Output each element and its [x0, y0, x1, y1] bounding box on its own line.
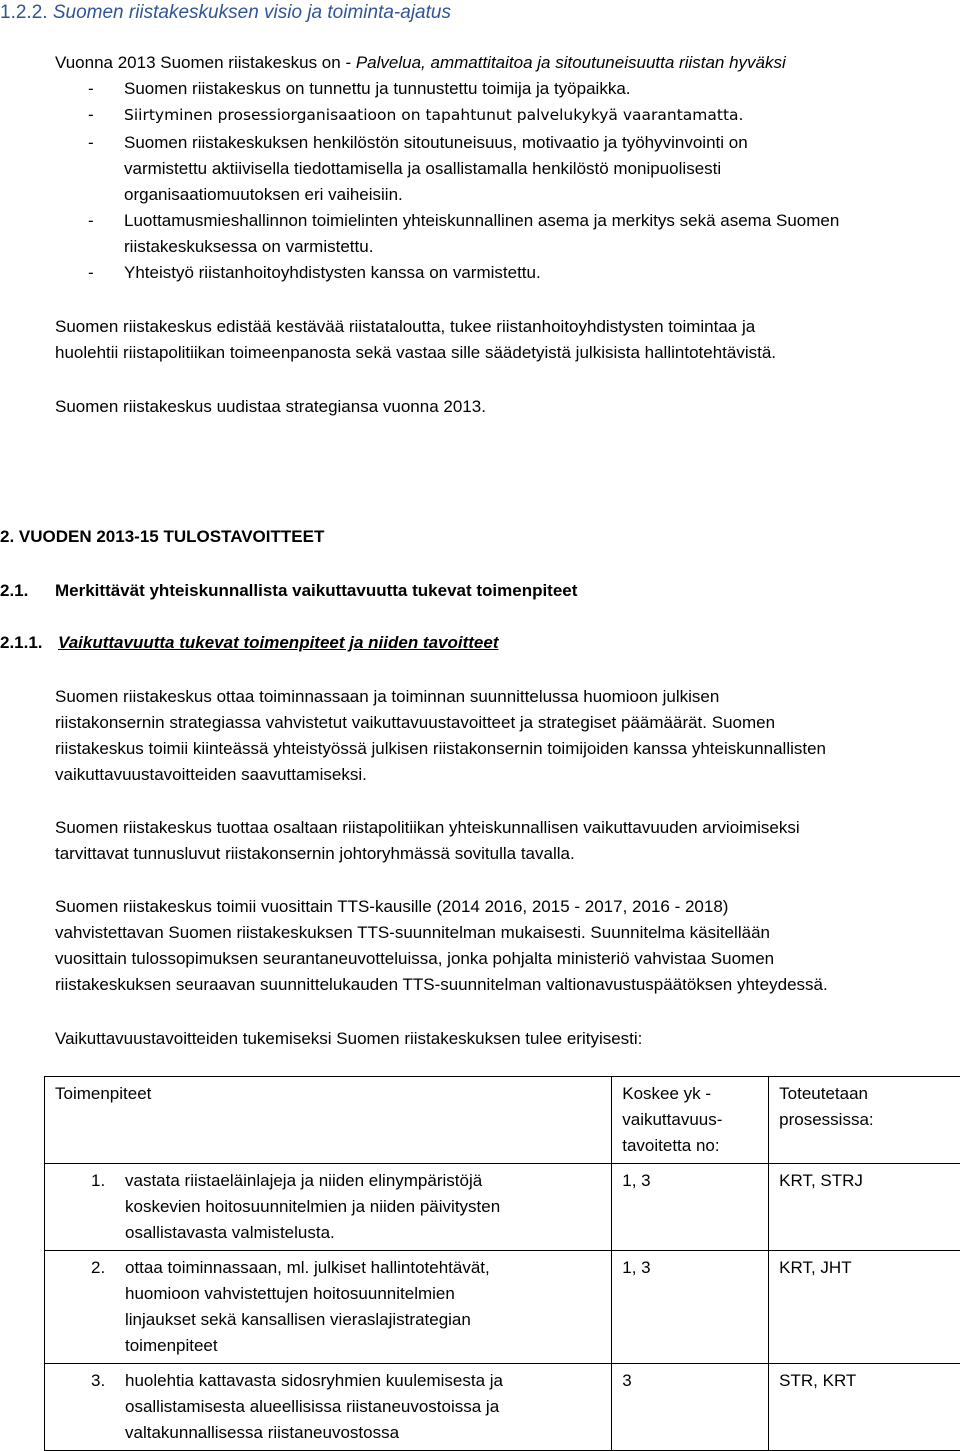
bullet-dash: - — [88, 102, 94, 128]
bullet-dash: - — [88, 130, 94, 156]
bullet-text: riistakeskuksessa on varmistettu. — [124, 234, 373, 260]
table-header-row — [45, 1077, 960, 1164]
table-cell-process: KRT, STRJ — [769, 1164, 960, 1251]
item-line: koskevien hoitosuunnitelmien ja niiden päivitysten — [125, 1194, 500, 1220]
bullet-dash: - — [88, 76, 94, 102]
paragraph-line: tarvittavat tunnusluvut riistakonsernin johtoryhmässä sovitulla tavalla. — [55, 841, 575, 867]
table-cell-goals: 3 — [612, 1364, 769, 1451]
item-line: osallistamisesta alueellisissa riistaneuvostoissa ja — [125, 1394, 503, 1420]
header-process-line: Toteutetaan — [779, 1081, 950, 1107]
table-header-cell — [612, 1077, 769, 1164]
paragraph-strategy: Suomen riistakeskus uudistaa strategiansa vuonna 2013. — [55, 394, 486, 420]
item-line: osallistavasta valmistelusta. — [125, 1220, 500, 1246]
table-row — [45, 1251, 960, 1364]
item-number: 1. — [55, 1168, 125, 1246]
item-line: huolehtia kattavasta sidosryhmien kuulemisesta ja — [125, 1368, 503, 1394]
paragraph-line: vaikuttavuustavoitteiden saavuttamiseksi. — [55, 762, 367, 788]
section-heading-1-2-2 — [0, 0, 451, 26]
bullet-text: Suomen riistakeskus on tunnettu ja tunnustettu toimija ja työpaikka. — [124, 76, 631, 102]
table-header-cell — [769, 1077, 960, 1164]
bullet-text: organisaatiomuutoksen eri vaiheisiin. — [124, 182, 403, 208]
item-number: 2. — [55, 1255, 125, 1359]
item-line: linjaukset sekä kansallisen vieraslajistrategian — [125, 1307, 490, 1333]
section-heading-2-1-1 — [0, 630, 499, 656]
bullet-text: Suomen riistakeskuksen henkilöstön sitoutuneisuus, motivaatio ja työhyvinvointi on — [124, 130, 748, 156]
table-cell-goals: 1, 3 — [612, 1164, 769, 1251]
header-goal-line: tavoitetta no: — [622, 1133, 758, 1159]
paragraph-line: Suomen riistakeskus edistää kestävää riistataloutta, tukee riistanhoitoyhdistysten toimintaa ja — [55, 314, 755, 340]
bullet-dash: - — [88, 260, 94, 286]
section-title: Merkittävät yhteiskunnallista vaikuttavuutta tukevat toimenpiteet — [55, 581, 577, 600]
section-title: Vaikuttavuutta tukevat toimenpiteet ja niiden tavoitteet — [58, 633, 499, 652]
paragraph-line: Suomen riistakeskus tuottaa osaltaan riistapolitiikan yhteiskunnallisen vaikuttavuuden arvioimiseksi — [55, 815, 800, 841]
paragraph-line: Suomen riistakeskus ottaa toiminnassaan ja toiminnan suunnittelussa huomioon julkisen — [55, 684, 719, 710]
table-header-cell — [45, 1077, 612, 1164]
section-title: Suomen riistakeskuksen visio ja toiminta-ajatus — [53, 2, 451, 23]
paragraph-line: riistakeskus toimii kiinteässä yhteistyössä julkisen riistakonsernin toimijoiden kanssa yhteiskunnallisten — [55, 736, 826, 762]
bullet-text: varmistettu aktiivisella tiedottamisella ja osallistamalla henkilöstö monipuolisesti — [124, 156, 721, 182]
paragraph-line: vuosittain tulossopimuksen seurantaneuvotteluissa, jonka pohjalta ministeriö vahvistaa Suomen — [55, 946, 774, 972]
paragraph-line: Vaikuttavuustavoitteiden tukemiseksi Suomen riistakeskuksen tulee erityisesti: — [55, 1026, 642, 1052]
table-cell-process: KRT, JHT — [769, 1251, 960, 1364]
table-cell-process: STR, KRT — [769, 1364, 960, 1451]
item-line: vastata riistaeläinlajeja ja niiden elinympäristöjä — [125, 1168, 500, 1194]
vision-intro-text: Vuonna 2013 Suomen riistakeskus on - — [55, 53, 356, 72]
table-cell-goals: 1, 3 — [612, 1251, 769, 1364]
vision-intro — [55, 50, 786, 76]
chapter-heading-2: 2. VUODEN 2013-15 TULOSTAVOITTEET — [0, 524, 324, 550]
vision-slogan: Palvelua, ammattitaitoa ja sitoutuneisuutta riistan hyväksi — [356, 53, 786, 72]
header-goal-line: Koskee yk - — [622, 1081, 758, 1107]
paragraph-line: riistakeskuksen seuraavan suunnittelukauden TTS-suunnitelman valtionavustuspäätöksen yhteydessä. — [55, 972, 828, 998]
table-cell-measure — [45, 1164, 612, 1251]
bullet-dash: - — [88, 208, 94, 234]
section-heading-2-1 — [0, 578, 577, 604]
bullet-text: Yhteistyö riistanhoitoyhdistysten kanssa on varmistettu. — [124, 260, 541, 286]
header-measures: Toimenpiteet — [55, 1084, 151, 1103]
item-number: 3. — [55, 1368, 125, 1446]
item-line: valtakunnallisessa riistaneuvostossa — [125, 1420, 503, 1446]
table-cell-measure — [45, 1364, 612, 1451]
item-line: ottaa toiminnassaan, ml. julkiset hallintotehtävät, — [125, 1255, 490, 1281]
item-line: toimenpiteet — [125, 1333, 490, 1359]
measures-table — [44, 1076, 960, 1451]
paragraph-line: huolehtii riistapolitiikan toimeenpanosta sekä vastaa sille säädetyistä julkisista hallintotehtävistä. — [55, 340, 776, 366]
paragraph-line: riistakonsernin strategiassa vahvistetut vaikuttavuustavoitteet ja strategiset päämäärät. Suomen — [55, 710, 775, 736]
header-goal-line: vaikuttavuus- — [622, 1107, 758, 1133]
table-row — [45, 1164, 960, 1251]
table-cell-measure — [45, 1251, 612, 1364]
section-number: 2.1. — [0, 578, 55, 604]
bullet-text: Siirtyminen prosessiorganisaatioon on tapahtunut palvelukykyä vaarantamatta. — [124, 102, 743, 128]
section-number: 1.2.2. — [0, 2, 48, 23]
paragraph-line: Suomen riistakeskus toimii vuosittain TTS-kausille (2014 2016, 2015 - 2017, 2016 - 2018) — [55, 894, 728, 920]
table-row — [45, 1364, 960, 1451]
section-number: 2.1.1. — [0, 630, 58, 656]
paragraph-line: vahvistettavan Suomen riistakeskuksen TTS-suunnitelman mukaisesti. Suunnitelma käsitellään — [55, 920, 770, 946]
header-process-line: prosessissa: — [779, 1107, 950, 1133]
item-line: huomioon vahvistettujen hoitosuunnitelmien — [125, 1281, 490, 1307]
bullet-text: Luottamusmieshallinnon toimielinten yhteiskunnallinen asema ja merkitys sekä asema Suomen — [124, 208, 839, 234]
